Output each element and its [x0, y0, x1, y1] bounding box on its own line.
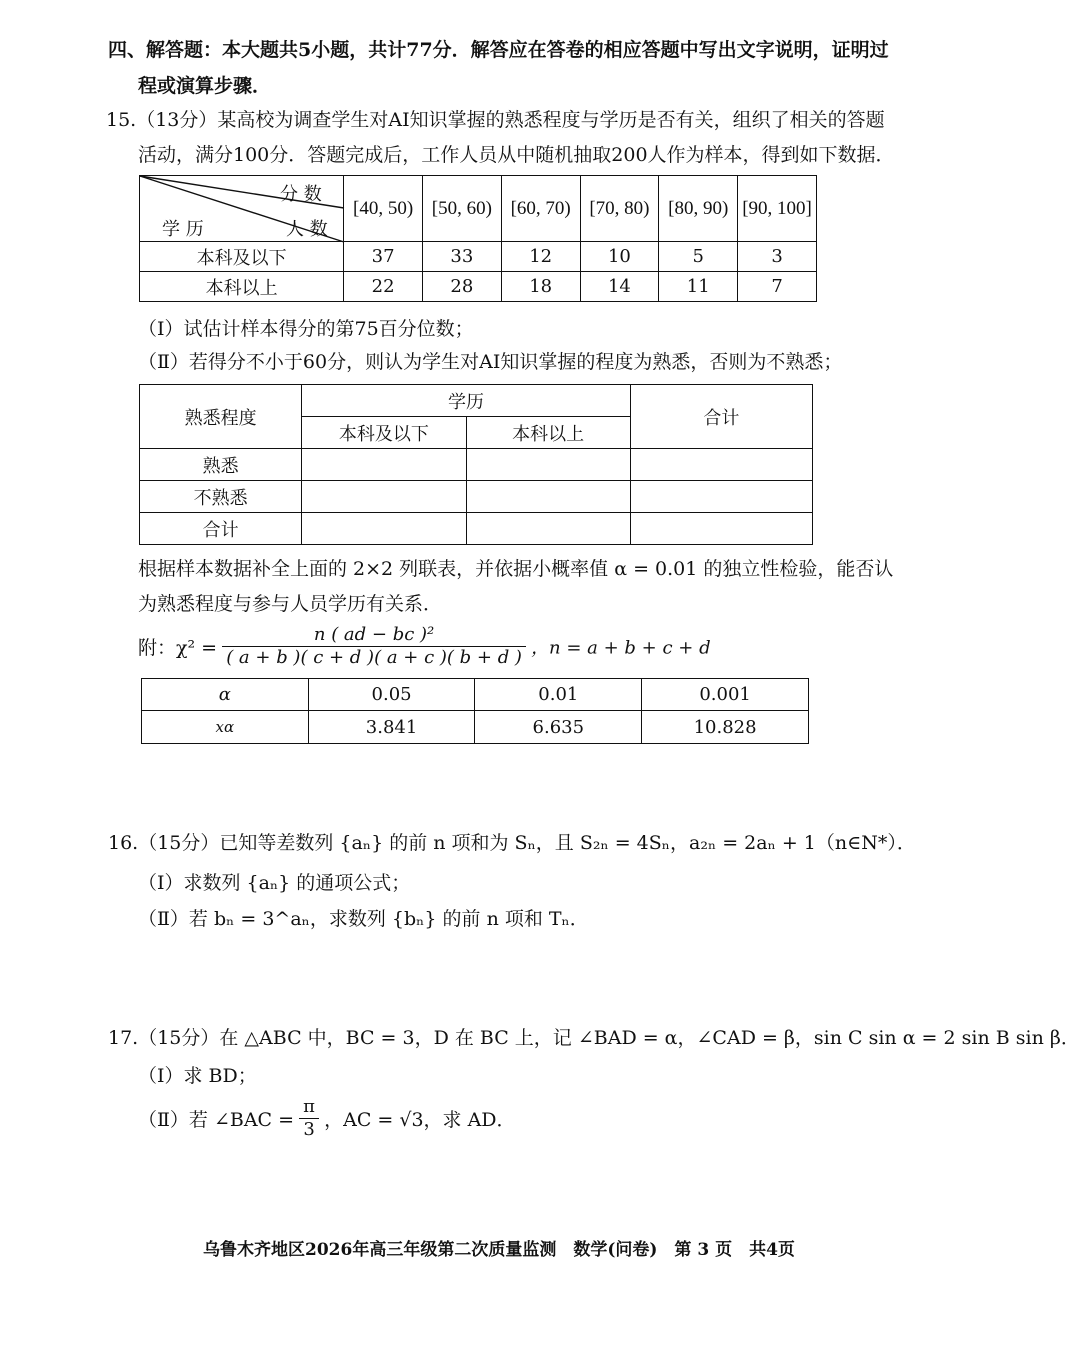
formula-fraction	[222, 624, 526, 669]
fraction-numerator: π	[299, 1096, 319, 1119]
section-header-line2: 程或演算步骤．	[138, 75, 272, 97]
header-total: 合计	[630, 385, 812, 449]
table-corner-cell	[140, 176, 344, 242]
blank-cell	[466, 513, 630, 545]
q17-part2	[138, 1096, 516, 1141]
blank-cell	[302, 481, 466, 513]
table-cell: 0.05	[308, 679, 475, 711]
q17-part2-prefix: （Ⅱ）若 ∠BAC =	[138, 1109, 295, 1131]
header-familiarity: 熟悉程度	[140, 385, 302, 449]
row-label: 不熟悉	[140, 481, 302, 513]
interval-header: [70, 80)	[580, 176, 659, 242]
interval-header: [50, 60)	[422, 176, 501, 242]
formula-numerator: n ( ad − bc )²	[222, 624, 526, 647]
table-cell: 10	[580, 242, 659, 272]
table-cell: 14	[580, 272, 659, 302]
row-label-x-alpha: xα	[142, 711, 309, 744]
q16-part2: （Ⅱ）若 bₙ = 3^aₙ，求数列 {bₙ} 的前 n 项和 Tₙ．	[138, 908, 589, 930]
row-label: 本科以上	[140, 272, 344, 302]
interval-header: [60, 70)	[501, 176, 580, 242]
table-cell: 10.828	[642, 711, 809, 744]
table-row	[140, 242, 817, 272]
blank-cell	[302, 513, 466, 545]
table-row	[140, 481, 813, 513]
header-education: 学历	[302, 385, 631, 417]
row-label: 熟悉	[140, 449, 302, 481]
critical-value-table	[141, 678, 809, 744]
pi-over-3-fraction	[299, 1096, 319, 1141]
table-cell: 6.635	[475, 711, 642, 744]
blank-cell	[466, 481, 630, 513]
blank-cell	[302, 449, 466, 481]
score-distribution-table	[139, 175, 817, 302]
table-cell: 7	[738, 272, 817, 302]
page-footer: 乌鲁木齐地区2026年高三年级第二次质量监测 数学(问卷) 第 3 页 共4页	[203, 1240, 795, 1260]
interval-header: [40, 50)	[344, 176, 423, 242]
formula-prefix: 附：χ² =	[138, 637, 218, 659]
contingency-table	[139, 384, 813, 545]
table-cell: 5	[659, 242, 738, 272]
row-label: 本科及以下	[140, 242, 344, 272]
corner-label-count: 人 数	[286, 219, 328, 240]
q15-part1: （Ⅰ）试估计样本得分的第75百分位数；	[138, 318, 474, 340]
corner-label-score: 分 数	[280, 184, 322, 205]
table-cell: 12	[501, 242, 580, 272]
table-row	[140, 449, 813, 481]
table-cell: 11	[659, 272, 738, 302]
q17-part2-suffix: ，AC = √3，求 AD．	[324, 1109, 516, 1131]
fraction-denominator: 3	[303, 1119, 315, 1140]
blank-cell	[466, 449, 630, 481]
chi-square-formula	[138, 624, 711, 669]
formula-suffix: ，n = a + b + c + d	[531, 637, 711, 659]
interval-header: [90, 100]	[738, 176, 817, 242]
table-cell: 3	[738, 242, 817, 272]
q15-stem-line2: 活动，满分100分．答题完成后，工作人员从中随机抽取200人作为样本，得到如下数据．	[138, 144, 895, 166]
row-label: 合计	[140, 513, 302, 545]
header-edu-below: 本科及以下	[302, 417, 466, 449]
table-cell: 3.841	[308, 711, 475, 744]
q15-stem-line1: 15.（13分）某高校为调查学生对AI知识掌握的熟悉程度与学历是否有关，组织了相关的答题	[106, 109, 885, 131]
section-header-line1: 四、解答题：本大题共5小题，共计77分．解答应在答卷的相应答题中写出文字说明，证明过	[108, 39, 889, 61]
q15-part2: （Ⅱ）若得分不小于60分，则认为学生对AI知识掌握的程度为熟悉，否则为不熟悉；	[138, 351, 843, 373]
corner-label-education: 学 历	[162, 219, 204, 240]
table-cell: 0.01	[475, 679, 642, 711]
table-cell: 37	[344, 242, 423, 272]
table-cell: 18	[501, 272, 580, 302]
q17-part1: （Ⅰ）求 BD；	[138, 1065, 257, 1087]
table-cell: 0.001	[642, 679, 809, 711]
q16-stem: 16.（15分）已知等差数列 {aₙ} 的前 n 项和为 Sₙ，且 S₂ₙ = 4Sₙ，a₂ₙ = 2aₙ + 1（n∈N*）．	[108, 832, 916, 854]
header-edu-above: 本科以上	[466, 417, 630, 449]
q15-instruction-line1: 根据样本数据补全上面的 2×2 列联表，并依据小概率值 α = 0.01 的独立性检验，能否认	[138, 558, 894, 580]
row-label-alpha: α	[142, 679, 309, 711]
table-row	[140, 513, 813, 545]
formula-denominator: ( a + b )( c + d )( a + c )( b + d )	[226, 647, 522, 668]
table-row	[142, 711, 809, 744]
interval-header: [80, 90)	[659, 176, 738, 242]
table-row	[142, 679, 809, 711]
table-row	[140, 272, 817, 302]
q17-stem: 17.（15分）在 △ABC 中，BC = 3，D 在 BC 上，记 ∠BAD = α，∠CAD = β，sin C sin α = 2 sin B sin β．	[108, 1027, 1080, 1049]
table-cell: 33	[422, 242, 501, 272]
table-cell: 22	[344, 272, 423, 302]
blank-cell	[630, 481, 812, 513]
q16-part1: （Ⅰ）求数列 {aₙ} 的通项公式；	[138, 872, 411, 894]
blank-cell	[630, 449, 812, 481]
table-cell: 28	[422, 272, 501, 302]
blank-cell	[630, 513, 812, 545]
q15-instruction-line2: 为熟悉程度与参与人员学历有关系．	[138, 593, 443, 615]
